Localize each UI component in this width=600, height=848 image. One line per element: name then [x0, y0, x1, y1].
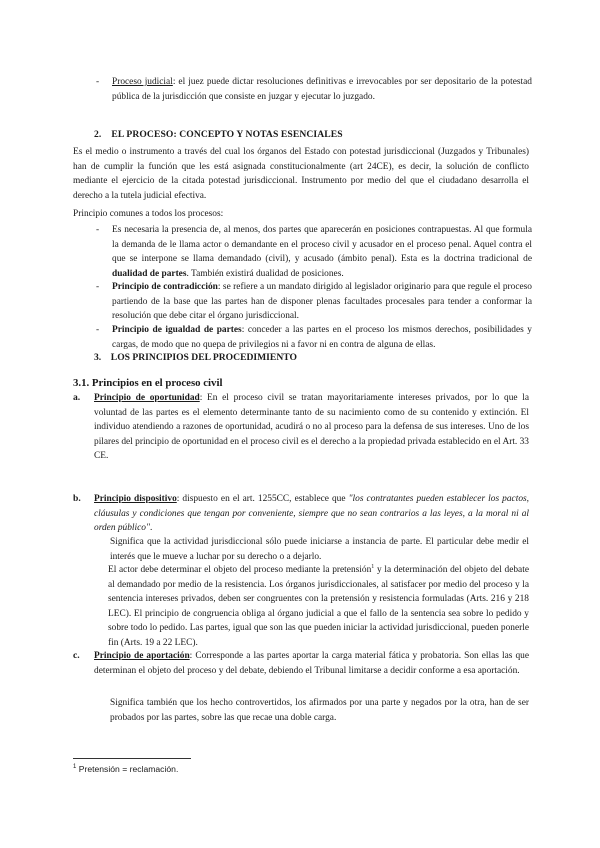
item-c-text: : Corresponde a las partes aportar la carga material fática y probatoria. Son ellas las que determinan el objeto del proceso y del debate, debiendo el Tribunal limitarse a decidir conforme a esa aportación.	[94, 651, 529, 676]
section-2-number: 2.	[94, 129, 102, 140]
list-item-contradiccion	[96, 280, 532, 324]
list-item-dualidad	[96, 223, 532, 281]
footnote-text: Pretensión = reclamación.	[76, 764, 179, 774]
item-b-paragraph	[94, 492, 529, 536]
list-item-text: : conceder a las partes en el proceso los mismos derechos, posibilidades y cargas, de modo que no quepa de privilegios ni a favor ni en contra de alguna de ellas.	[112, 325, 532, 350]
item-b-label: b.	[73, 493, 81, 504]
list-item-proceso-judicial	[96, 75, 532, 104]
item-c-paragraph-2: Significa también que los hecho controvertidos, los afirmados por una parte y negados por la otra, han de ser probados por las partes, sobre las que recae una doble carga.	[110, 698, 529, 723]
list-item-igualdad	[96, 323, 532, 352]
term-principio-oportunidad: Principio de oportunidad	[94, 393, 200, 403]
item-a-paragraph	[94, 391, 529, 464]
footnote	[73, 764, 178, 774]
principles-intro: Principio comunes a todos los procesos:	[73, 209, 224, 219]
list-item-text-end: . También existirá dualidad de posiciones.	[186, 268, 344, 279]
list-dash: -	[96, 77, 100, 87]
item-a-label: a.	[73, 392, 81, 403]
footnote-ref: 1	[371, 563, 375, 570]
term-dualidad-de-partes: dualidad de partes	[112, 268, 187, 279]
term-principio-igualdad: Principio de igualdad de partes	[112, 325, 242, 335]
list-item-text: : el juez puede dictar resoluciones definitivas e irrevocables por ser depositario de la potestad pública de la jurisdicción que consiste en juzgar y ejecutar lo juzgado.	[112, 77, 532, 102]
footnote-separator	[73, 758, 191, 759]
item-c-paragraph	[94, 649, 529, 678]
section-2-title: EL PROCESO: CONCEPTO Y NOTAS ESENCIALES	[111, 129, 343, 140]
footnote-number: 1	[73, 764, 77, 771]
section-2-paragraph: Es el medio o instrumento a través del cual los órganos del Estado con potestad jurisdiccional (Juzgados y Tribunales) han de cumplir la función que les está asignada constitucionalmente (art 24CE), es decir, la solución de conflicto mediante el ejercicio de la citada potestad jurisdiccional. Instrumento por medio del que el ciudadano desarrolla el derecho a la tutela judicial efectiva.	[73, 147, 529, 201]
item-b-quote: "los contratantes pueden establecer los pactos, cláusulas y condiciones que tengan por conveniente, siempre que no sean contrarios a las leyes, a la moral ni al orden público"	[94, 494, 529, 534]
section-3-heading	[94, 352, 297, 363]
term-proceso-judicial: Proceso judicial	[112, 77, 173, 87]
list-item-text: Es necesaria la presencia de, al menos, dos partes que aparecerán en posiciones contrapuestas. Al que formula la demanda de le llama actor o demandante en el proceso civil y acusador en el proceso penal. Aquel contra el que se interpone se llama demandado (civil), y acusado (ámbito penal). Esta es la doctrina tradicional de	[112, 225, 532, 265]
term-principio-contradiccion: Principio de contradicción	[112, 282, 218, 292]
item-b-p3-text: El actor debe determinar el objeto del proceso mediante la pretensión	[108, 565, 372, 575]
item-b-text: : dispuesto en el art. 1255CC, establece que	[176, 494, 349, 504]
list-dash: -	[96, 225, 100, 235]
list-dash: -	[96, 325, 100, 335]
term-principio-dispositivo: Principio dispositivo	[94, 494, 177, 504]
term-principio-aportacion: Principio de aportación	[94, 651, 190, 661]
section-3-number: 3.	[94, 352, 102, 363]
list-dash: -	[96, 282, 100, 292]
item-a-text: : En el proceso civil se tratan mayoritariamente intereses privados, por lo que la voluntad de las partes es el elemento determinante tanto de su nacimiento como de su contenido y extinción. El individuo atendiendo a razones de oportunidad, acudirá o no al proceso para la defensa de sus intereses. Uno de los pilares del principio de oportunidad en el proceso civil es el derecho a la propiedad privada establecido en el Art. 33 CE.	[94, 393, 530, 462]
item-b-paragraph-3	[108, 563, 529, 651]
section-3-title: LOS PRINCIPIOS DEL PROCEDIMIENTO	[110, 352, 297, 363]
item-c-label: c.	[73, 650, 80, 661]
item-b-p3-text-end: y la determinación del objeto del debate al demandado por medio de la resistencia. Los órganos jurisdiccionales, al satisfacer por medio del proceso y la sentencia intereses privados, deben ser congruentes con la pretensión y resistencia formuladas (Arts. 216 y 218 LEC). El principio de congruencia obliga al órgano judicial a que el fallo de la sentencia sea sobre lo pedido y sobre todo lo pedido. Las partes, igual que son las que pueden iniciar la actividad jurisdiccional, pueden ponerle fin (Arts. 19 a 22 LEC).	[108, 565, 529, 648]
subsection-3-1-heading: 3.1. Principios en el proceso civil	[73, 377, 223, 389]
section-2-heading	[94, 129, 343, 140]
item-b-paragraph-2: Significa que la actividad jurisdiccional sólo puede iniciarse a instancia de parte. El particular debe medir el interés que le mueve a luchar por su derecho o a dejarlo.	[110, 537, 529, 562]
list-item-text: : se refiere a un mandato dirigido al legislador originario para que regule el proceso partiendo de la base que las partes han de disponer plenas facultades procesales para tender a conformar la resolución que debe citar el órgano jurisdiccional.	[112, 282, 532, 322]
item-b-end: .	[149, 523, 153, 534]
